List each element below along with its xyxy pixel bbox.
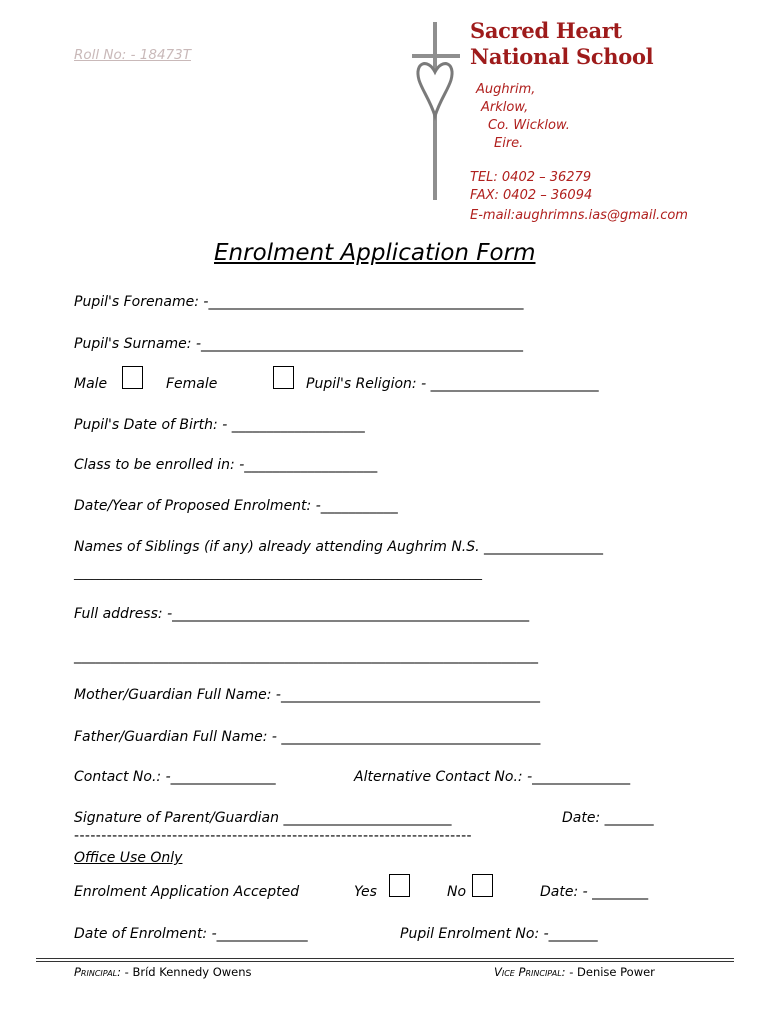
yes-checkbox[interactable]	[389, 874, 410, 897]
vice-principal-label: Vice Principal:	[494, 965, 566, 979]
contact-field[interactable]: Contact No.: -_______________	[74, 769, 276, 785]
no-checkbox[interactable]	[472, 874, 493, 897]
address-line: Eire.	[494, 136, 524, 151]
enrolment-date-field[interactable]: Date of Enrolment: -_____________	[74, 926, 308, 942]
female-checkbox[interactable]	[273, 366, 294, 389]
address-line: Arklow,	[481, 100, 529, 115]
cross-heart-logo	[410, 20, 462, 202]
address-line-2[interactable]: ________________________________________________________________	[74, 648, 538, 664]
page-title: Enrolment Application Form	[214, 240, 536, 266]
alt-contact-field[interactable]: Alternative Contact No.: -______________	[354, 769, 631, 785]
surname-field[interactable]: Pupil's Surname: -______________________________________________	[74, 336, 524, 352]
principal-name: - Bríd Kennedy Owens	[121, 965, 252, 979]
pupil-number-field[interactable]: Pupil Enrolment No: -_______	[400, 926, 598, 942]
male-label: Male	[74, 376, 108, 392]
vice-principal-name: - Denise Power	[565, 965, 655, 979]
yes-label: Yes	[354, 884, 377, 900]
principal	[74, 965, 252, 979]
divider: -------------------------------------------------------------------------	[74, 828, 472, 844]
accepted-label: Enrolment Application Accepted	[74, 884, 300, 900]
office-use-heading: Office Use Only	[74, 850, 183, 866]
date-of-birth-field[interactable]: Pupil's Date of Birth: - ___________________	[74, 417, 365, 433]
female-label: Female	[166, 376, 218, 392]
roll-number: Roll No: - 18473T	[74, 47, 191, 63]
male-checkbox[interactable]	[122, 366, 143, 389]
address-line: Co. Wicklow.	[488, 118, 570, 133]
forename-field[interactable]: Pupil's Forename: -_____________________________________________	[74, 294, 524, 310]
footer-rule	[36, 961, 734, 962]
email: E-mail:aughrimns.ias@gmail.com	[470, 208, 688, 223]
school-name-line1: Sacred Heart	[470, 18, 622, 43]
mother-name-field[interactable]: Mother/Guardian Full Name: -_____________________________________	[74, 687, 540, 703]
signature-date-field[interactable]: Date: _______	[562, 810, 654, 826]
address-field[interactable]: Full address: -___________________________________________________	[74, 606, 530, 622]
address-line: Aughrim,	[476, 82, 536, 97]
siblings-line-2[interactable]: ____________________________________________________________________	[74, 566, 482, 580]
principal-label: Principal:	[74, 965, 122, 979]
school-name-line2: National School	[470, 44, 654, 69]
fax: FAX: 0402 – 36094	[470, 188, 593, 203]
class-field[interactable]: Class to be enrolled in: -___________________	[74, 457, 378, 473]
no-label: No	[447, 884, 467, 900]
telephone: TEL: 0402 – 36279	[470, 170, 592, 185]
vice-principal	[494, 965, 655, 979]
footer-rule	[36, 958, 734, 959]
proposed-enrolment-field[interactable]: Date/Year of Proposed Enrolment: -___________	[74, 498, 398, 514]
siblings-field[interactable]: Names of Siblings (if any) already attending Aughrim N.S. _________________	[74, 539, 604, 555]
signature-field[interactable]: Signature of Parent/Guardian ________________________	[74, 810, 452, 826]
father-name-field[interactable]: Father/Guardian Full Name: - _____________________________________	[74, 729, 541, 745]
accepted-date-field[interactable]: Date: - ________	[540, 884, 649, 900]
religion-field[interactable]: Pupil's Religion: - ________________________	[306, 376, 599, 392]
